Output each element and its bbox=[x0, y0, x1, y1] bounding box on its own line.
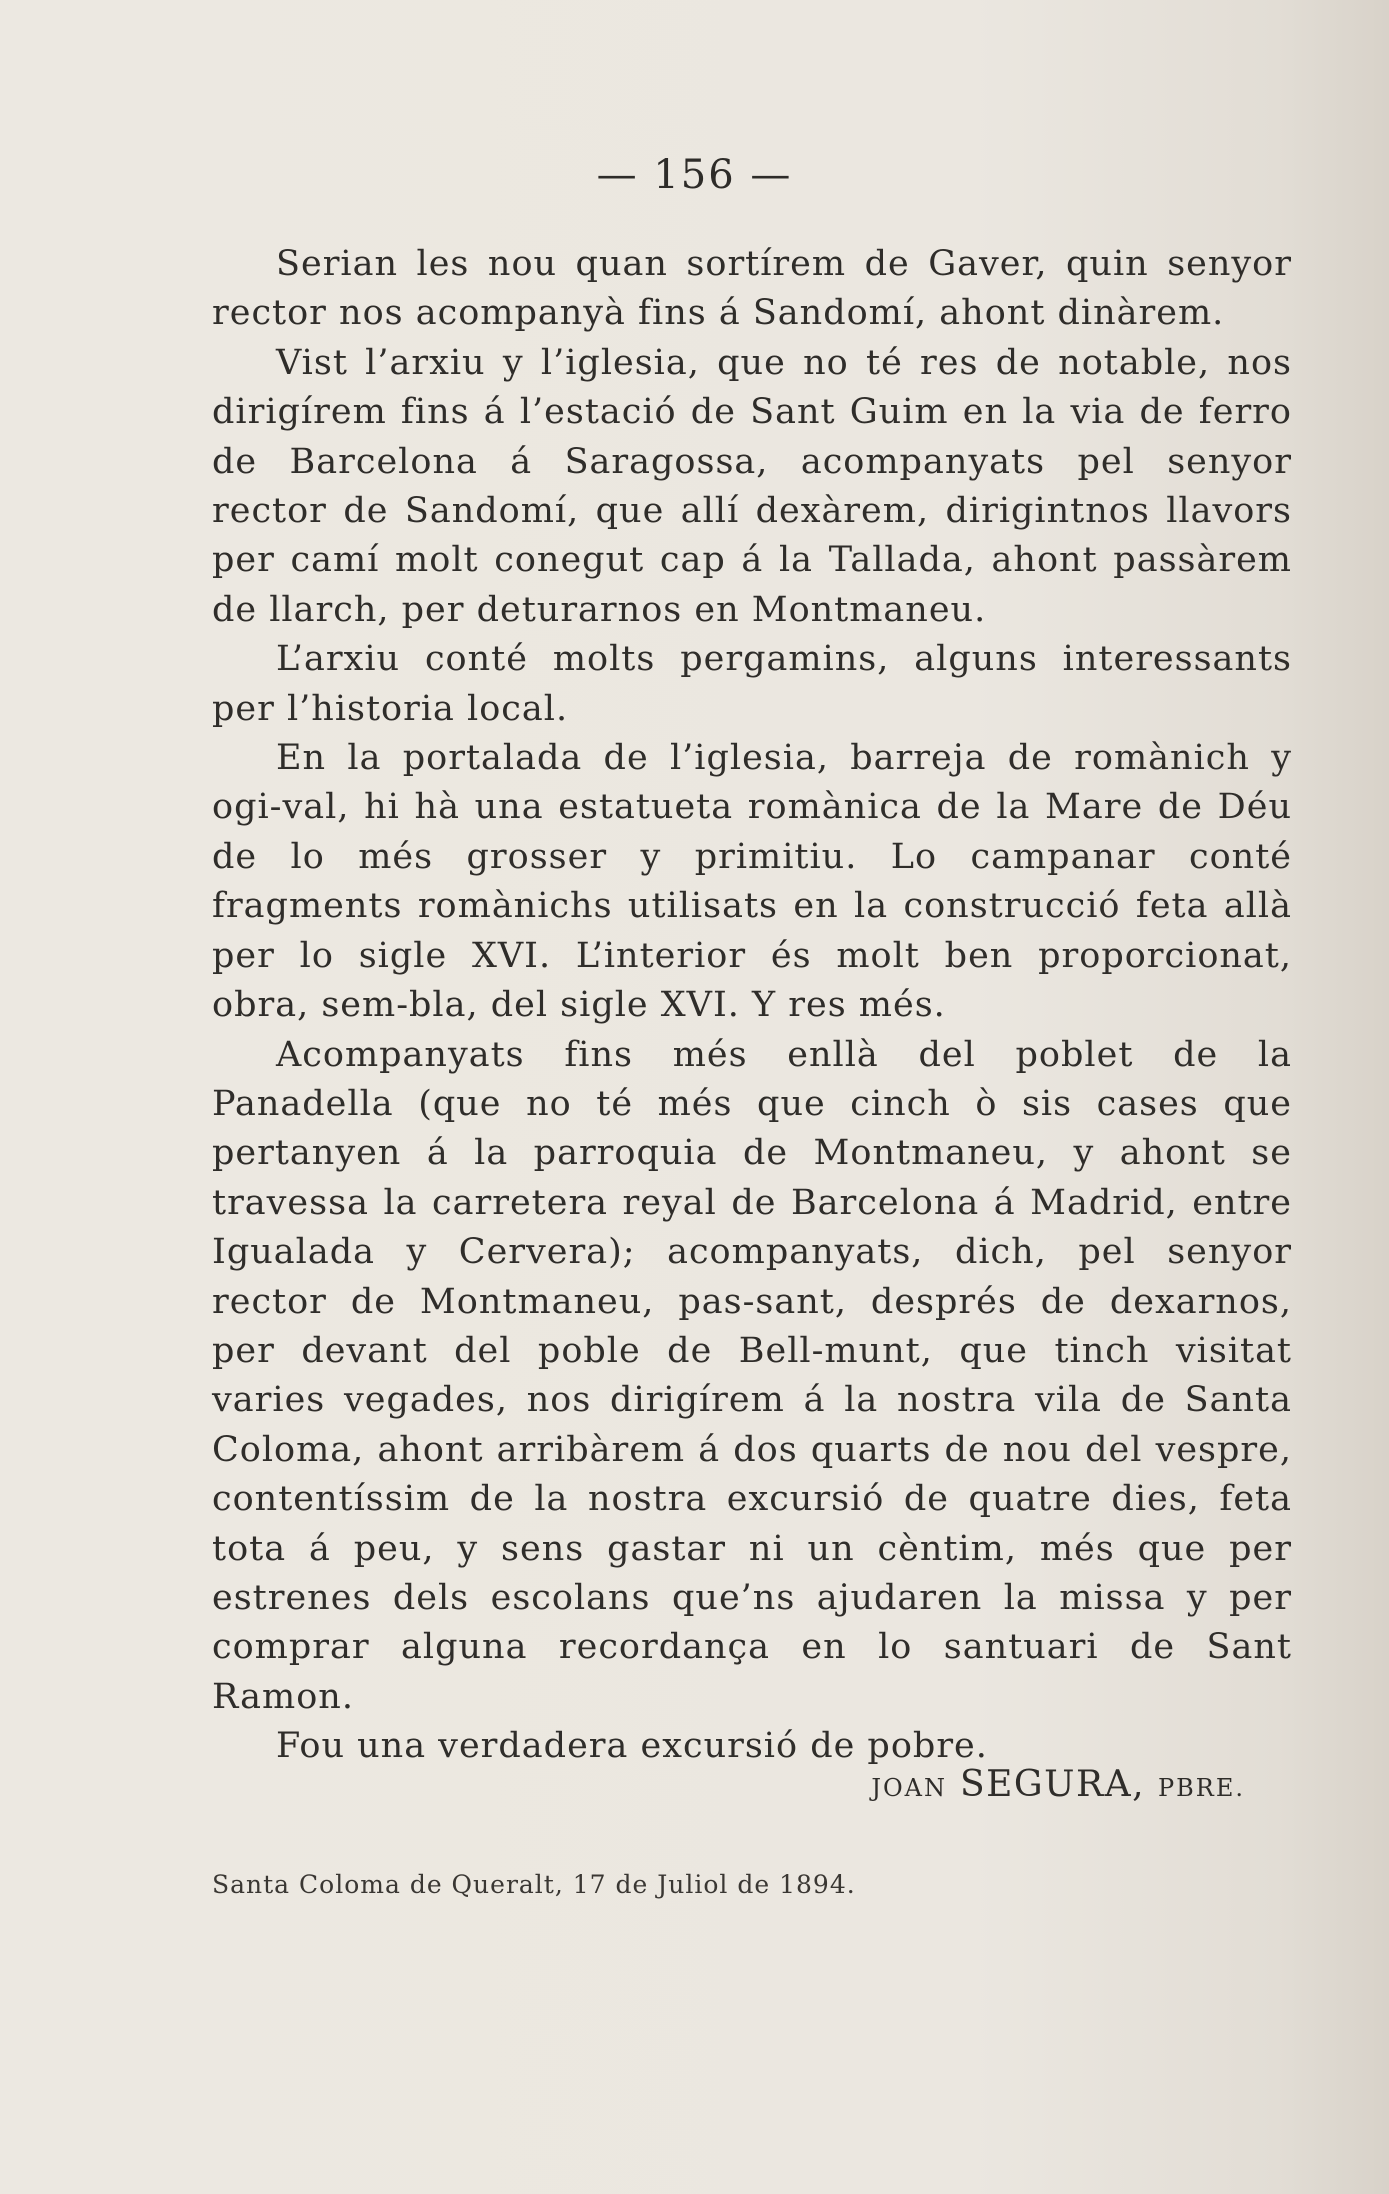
paragraph: Fou una verdadera excursió de pobre. bbox=[276, 1726, 988, 1767]
paragraph: En la portalada de l’iglesia, barreja de romànich y ogi-val, hi hà una estatueta romànica de la Mare de Déu de lo més grosser y primitiu. Lo campanar conté fragments romànichs utilisats en la construcció feta allà per lo sigle XVI. L’interior és molt ben proporcionat, obra, sem-bla, del sigle XVI. Y res més. bbox=[212, 738, 1292, 1026]
place-date-line: Santa Coloma de Queralt, 17 de Juliol de 1894. bbox=[212, 1870, 856, 1899]
paragraph: L’arxiu conté molts pergamins, alguns interessants per l’historia local. bbox=[212, 639, 1292, 729]
author-title: PBRE. bbox=[1157, 1774, 1245, 1802]
paragraph: Vist l’arxiu y l’iglesia, que no té res de notable, nos dirigírem fins á l’estació de Sant Guim en la via de ferro de Barcelona á Saragossa, acompanyats pel senyor rector de Sandomí, que allí dexàrem, dirigintnos llavors per camí molt conegut cap á la Tallada, ahont passàrem de llarch, per deturarnos en Montmaneu. bbox=[212, 342, 1292, 630]
author-signature bbox=[0, 1764, 1245, 1805]
author-last-name: SEGURA, bbox=[959, 1764, 1146, 1805]
body-text bbox=[212, 240, 1292, 1772]
paragraph: Acompanyats fins més enllà del poblet de la Panadella (que no té més que cinch ò sis cases que pertanyen á la parroquia de Montmaneu, y ahont se travessa la carretera reyal de Barcelona á Madrid, entre Igualada y Cervera); acompanyats, dich, pel senyor rector de Montmaneu, pas-sant, després de dexarnos, per devant del poble de Bell-munt, que tinch visitat varies vegades, nos dirigírem á la nostra vila de Santa Coloma, ahont arribàrem á dos quarts de nou del vespre, contentíssim de la nostra excursió de quatre dies, feta tota á peu, y sens gastar ni un cèntim, més que per estrenes dels escolans que’ns ajudaren la missa y per comprar alguna recordança en lo santuari de Sant Ramon. bbox=[212, 1034, 1292, 1717]
author-first-name: JOAN bbox=[871, 1774, 947, 1802]
page-number: — 156 — bbox=[596, 152, 793, 198]
paragraph: Serian les nou quan sortírem de Gaver, quin senyor rector nos acompanyà fins á Sandomí, ahont dinàrem. bbox=[212, 244, 1292, 334]
